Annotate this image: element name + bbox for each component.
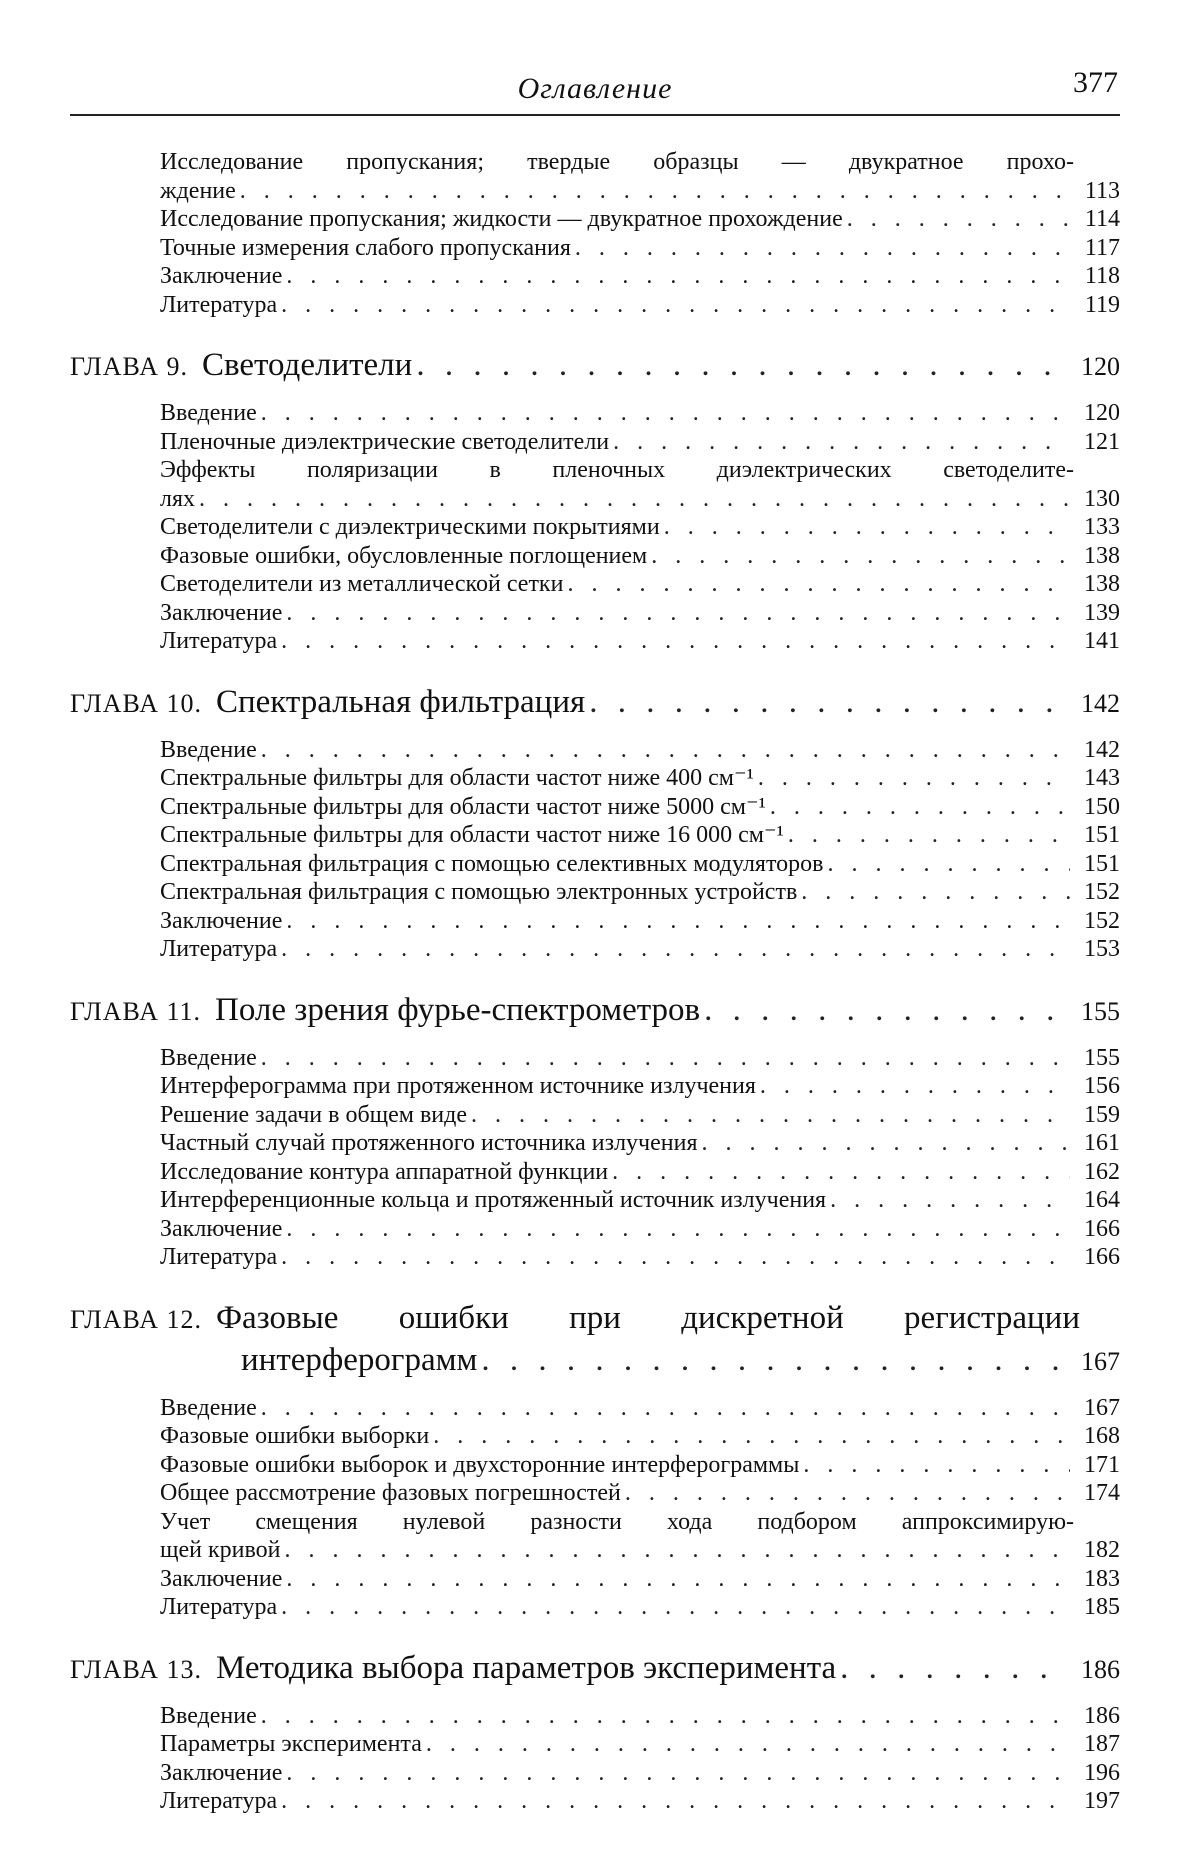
chapter-title: Спектральная фильтрация — [215, 683, 586, 720]
dot-leader — [286, 907, 1070, 936]
toc-entry-title: Интерферограмма при протяженном источнике излучения — [160, 1073, 756, 1099]
toc-page-number: 119 — [1084, 291, 1120, 318]
dot-leader — [261, 1702, 1070, 1731]
dot-leader — [770, 793, 1070, 822]
toc-page-number: 130 — [1084, 485, 1120, 512]
toc-page-number: 171 — [1084, 1451, 1120, 1478]
toc-entry-title: Литература — [160, 1244, 278, 1270]
toc-entry — [160, 821, 1120, 850]
chapter-label: ГЛАВА 11. — [70, 996, 202, 1026]
toc-entry-title: Заключение — [160, 1759, 283, 1786]
dot-leader — [261, 736, 1070, 765]
toc-page-number: 197 — [1084, 1788, 1120, 1814]
toc-entry-title: Светоделители с диэлектрическими покрытиями — [160, 514, 660, 540]
chapter-heading — [70, 990, 1120, 1032]
toc-entry-title: Спектральная фильтрация с помощью селективных модуляторов — [160, 850, 824, 877]
toc-entry-title: Заключение — [160, 1565, 283, 1592]
dot-leader — [261, 1044, 1070, 1073]
dot-leader — [827, 850, 1070, 879]
toc-entry — [160, 1565, 1120, 1594]
toc-page-number: 142 — [1084, 736, 1120, 763]
toc-entry — [160, 627, 1120, 656]
toc-page-number: 164 — [1084, 1187, 1120, 1213]
chapter-page-number: 120 — [1081, 352, 1120, 381]
toc-entry — [160, 1451, 1120, 1480]
toc-entry-title-line1: Эффекты поляризации в пленочных диэлектрических светоделите- — [160, 457, 1074, 483]
dot-leader — [704, 990, 1070, 1030]
dot-leader — [416, 345, 1070, 385]
toc-entry — [160, 736, 1120, 765]
dot-leader — [261, 399, 1070, 428]
toc-entry — [160, 570, 1120, 599]
toc-entry-title: Введение — [160, 736, 257, 763]
toc-entry-title: Точные измерения слабого пропускания — [160, 234, 571, 261]
toc-entry — [160, 907, 1120, 936]
dot-leader — [840, 1648, 1070, 1688]
toc-entry-title: Фазовые ошибки выборок и двухсторонние интерферограммы — [160, 1451, 800, 1478]
toc-page-number: 120 — [1084, 400, 1120, 426]
dot-leader — [426, 1730, 1070, 1759]
toc-page-number: 187 — [1084, 1731, 1120, 1757]
toc-page-number: 113 — [1084, 177, 1120, 204]
toc-entry-title: Заключение — [160, 907, 283, 934]
dot-leader — [281, 935, 1070, 964]
toc-page-number: 152 — [1084, 907, 1120, 934]
toc-entry — [160, 205, 1120, 234]
dot-leader — [847, 205, 1070, 234]
dot-leader — [589, 682, 1070, 722]
chapter-heading — [70, 682, 1120, 724]
toc-entry-title: Литература — [160, 291, 278, 318]
dot-leader — [625, 1479, 1070, 1508]
dot-leader — [199, 485, 1070, 514]
toc-entry — [160, 1158, 1120, 1187]
toc-page-number: 182 — [1084, 1537, 1120, 1563]
toc-entry-title: Литература — [160, 1594, 278, 1620]
toc-entry — [160, 1129, 1120, 1158]
dot-leader — [613, 428, 1070, 457]
toc-entry — [160, 764, 1120, 793]
toc-page-number: 133 — [1084, 514, 1120, 540]
toc-entry — [160, 428, 1120, 457]
chapter-heading — [70, 1648, 1120, 1690]
toc-entry-title: Светоделители из металлической сетки — [160, 571, 564, 597]
toc-entry — [160, 148, 1120, 205]
chapter-title-line1: Фазовые ошибки при дискретной регистрации — [215, 1299, 1080, 1336]
toc-page-number: 196 — [1084, 1759, 1120, 1786]
toc-entry-title: Введение — [160, 1044, 257, 1071]
dot-leader — [664, 513, 1070, 542]
toc-entry — [160, 456, 1120, 513]
toc-page-number: 167 — [1084, 1394, 1120, 1421]
toc-entry — [160, 599, 1120, 628]
dot-leader — [281, 627, 1070, 656]
chapter-title: Светоделители — [201, 347, 413, 383]
dot-leader — [567, 570, 1070, 599]
toc-page-number: 155 — [1084, 1044, 1120, 1071]
toc-entry-title: Заключение — [160, 263, 283, 289]
toc-entry — [160, 850, 1120, 879]
dot-leader — [261, 1394, 1070, 1423]
running-title: Оглавление — [517, 72, 673, 105]
toc-entry — [160, 1186, 1120, 1215]
toc-page-number: 150 — [1084, 793, 1120, 820]
dot-leader — [286, 599, 1070, 628]
toc-page-number: 117 — [1084, 234, 1120, 261]
toc-entry-title: Решение задачи в общем виде — [160, 1101, 468, 1128]
page-number: 377 — [1073, 66, 1118, 99]
toc-entry — [160, 1479, 1120, 1508]
running-header — [70, 64, 1120, 116]
chapter-page-number: 155 — [1081, 996, 1120, 1026]
toc-entry — [160, 1215, 1120, 1244]
toc-entry-title: Заключение — [160, 599, 283, 626]
toc-page-number: 174 — [1084, 1480, 1120, 1506]
table-of-contents — [70, 148, 1120, 1816]
chapter-label: ГЛАВА 9. — [70, 352, 188, 381]
toc-entry-title: Исследование контура аппаратной функции — [160, 1158, 609, 1185]
dot-leader — [758, 764, 1070, 793]
toc-entry-title: Литература — [160, 628, 278, 654]
toc-page-number: 166 — [1084, 1215, 1120, 1242]
dot-leader — [240, 177, 1070, 206]
toc-page-number: 121 — [1084, 428, 1120, 455]
chapter-page-number: 167 — [1081, 1346, 1120, 1376]
dot-leader — [285, 1536, 1071, 1565]
toc-entry — [160, 234, 1120, 263]
toc-entry-title-line1: Учет смещения нулевой разности хода подбором аппроксимирую- — [160, 1508, 1074, 1535]
toc-entry-title-line2: лях — [160, 485, 196, 512]
dot-leader — [433, 1422, 1070, 1451]
chapter-label: ГЛАВА 10. — [70, 688, 202, 718]
toc-entry-title: Спектральные фильтры для области частот ниже 400 см⁻¹ — [160, 765, 754, 791]
toc-page-number: 151 — [1084, 822, 1120, 848]
dot-leader — [760, 1072, 1070, 1101]
toc-entry-title: Фазовые ошибки, обусловленные поглощением — [160, 542, 648, 569]
dot-leader — [788, 821, 1070, 850]
dot-leader — [702, 1129, 1071, 1158]
dot-leader — [651, 542, 1070, 571]
toc-entry — [160, 878, 1120, 907]
toc-page-number: 114 — [1084, 206, 1120, 232]
chapter-page-number: 142 — [1081, 688, 1120, 718]
dot-leader — [286, 1215, 1070, 1244]
dot-leader — [286, 1759, 1070, 1788]
chapter-heading — [70, 345, 1120, 387]
toc-entry-title-line2: ждение — [160, 177, 236, 204]
toc-entry — [160, 1730, 1120, 1759]
toc-page-number: 143 — [1084, 765, 1120, 791]
chapter-heading — [70, 1298, 1120, 1382]
chapter-title: Методика выбора параметров эксперимента — [215, 1649, 837, 1686]
toc-entry-title: Параметры эксперимента — [160, 1731, 422, 1757]
toc-entry-title: Спектральные фильтры для области частот ниже 16 000 см⁻¹ — [160, 822, 784, 848]
toc-entry-title: Исследование пропускания; жидкости — двукратное прохождение — [160, 206, 843, 232]
toc-entry-title-line1: Исследование пропускания; твердые образцы — двукратное прохо- — [160, 149, 1074, 175]
toc-page-number: 166 — [1084, 1244, 1120, 1270]
dot-leader — [281, 291, 1070, 320]
toc-entry — [160, 793, 1120, 822]
toc-entry — [160, 1394, 1120, 1423]
toc-entry-title: Введение — [160, 1702, 257, 1729]
toc-page-number: 186 — [1084, 1702, 1120, 1729]
toc-page-number: 161 — [1084, 1130, 1120, 1156]
toc-page-number: 159 — [1084, 1101, 1120, 1128]
dot-leader — [281, 1593, 1070, 1622]
toc-entry — [160, 1593, 1120, 1622]
toc-page-number: 138 — [1084, 571, 1120, 597]
toc-page-number: 138 — [1084, 542, 1120, 569]
toc-entry — [160, 542, 1120, 571]
toc-entry — [160, 1759, 1120, 1788]
toc-entry-title: Литература — [160, 936, 278, 962]
toc-entry — [160, 1072, 1120, 1101]
toc-entry — [160, 935, 1120, 964]
toc-entry — [160, 1422, 1120, 1451]
toc-entry — [160, 1101, 1120, 1130]
toc-entry — [160, 1508, 1120, 1565]
toc-entry-title: Общее рассмотрение фазовых погрешностей — [160, 1480, 621, 1506]
dot-leader — [803, 1451, 1070, 1480]
chapter-page-number: 186 — [1081, 1654, 1120, 1684]
toc-entry — [160, 291, 1120, 320]
dot-leader — [281, 1243, 1070, 1272]
toc-page-number: 151 — [1084, 850, 1120, 877]
dot-leader — [286, 1565, 1070, 1594]
toc-page-number: 153 — [1084, 936, 1120, 962]
toc-page-number: 168 — [1084, 1423, 1120, 1449]
toc-entry-title-line2: щей кривой — [160, 1537, 281, 1563]
toc-page-number: 183 — [1084, 1565, 1120, 1592]
dot-leader — [830, 1186, 1070, 1215]
toc-entry — [160, 399, 1120, 428]
dot-leader — [481, 1340, 1070, 1380]
toc-entry-title: Спектральная фильтрация с помощью электронных устройств — [160, 879, 798, 905]
toc-entry-title: Заключение — [160, 1215, 283, 1242]
chapter-title-line2: интерферограмм — [241, 1341, 478, 1378]
dot-leader — [281, 1787, 1070, 1816]
toc-entry — [160, 1243, 1120, 1272]
chapter-label: ГЛАВА 13. — [70, 1654, 202, 1684]
toc-entry-title: Спектральные фильтры для области частот ниже 5000 см⁻¹ — [160, 793, 766, 820]
toc-entry — [160, 1702, 1120, 1731]
chapter-title: Поле зрения фурье-спектрометров — [215, 991, 701, 1028]
toc-entry — [160, 513, 1120, 542]
dot-leader — [286, 262, 1070, 291]
toc-entry-title: Интерференционные кольца и протяженный источник излучения — [160, 1187, 827, 1213]
toc-entry-title: Частный случай протяженного источника излучения — [160, 1130, 698, 1156]
chapter-label: ГЛАВА 12. — [70, 1304, 202, 1334]
toc-page-number: 185 — [1084, 1594, 1120, 1620]
toc-entry-title: Введение — [160, 400, 257, 426]
toc-entry — [160, 1044, 1120, 1073]
toc-page-number: 156 — [1084, 1073, 1120, 1099]
toc-entry — [160, 262, 1120, 291]
toc-entry-title: Фазовые ошибки выборки — [160, 1423, 430, 1449]
toc-entry-title: Введение — [160, 1394, 257, 1421]
toc-page-number: 141 — [1084, 628, 1120, 654]
toc-page-number: 118 — [1084, 263, 1120, 289]
dot-leader — [612, 1158, 1070, 1187]
toc-page-number: 152 — [1084, 879, 1120, 905]
toc-entry-title: Литература — [160, 1788, 278, 1814]
dot-leader — [575, 234, 1070, 263]
toc-page-number: 139 — [1084, 599, 1120, 626]
toc-entry — [160, 1787, 1120, 1816]
dot-leader — [471, 1101, 1070, 1130]
dot-leader — [801, 878, 1070, 907]
toc-entry-title: Пленочные диэлектрические светоделители — [160, 428, 610, 455]
toc-page-number: 162 — [1084, 1158, 1120, 1185]
